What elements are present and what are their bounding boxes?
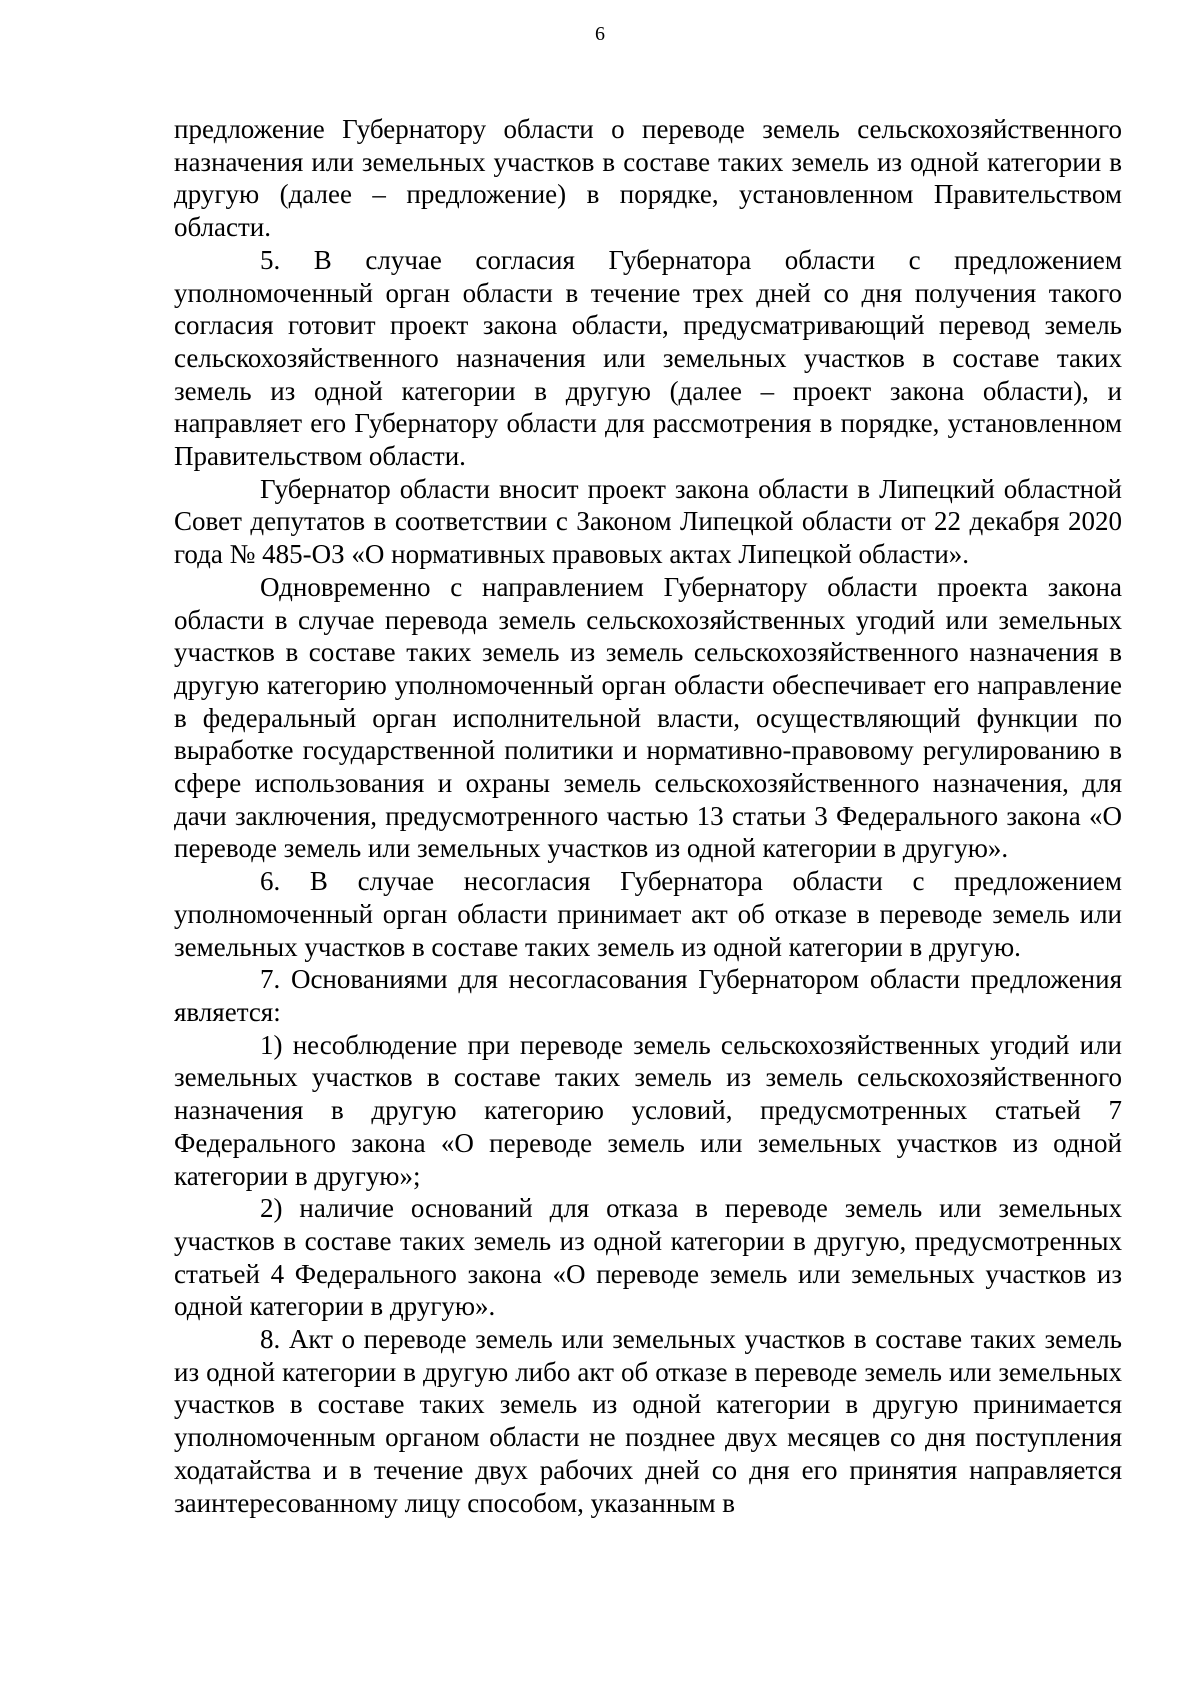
paragraph-item-7: 7. Основаниями для несогласования Губернатором области предложения является:: [174, 964, 1122, 1027]
page-number: 6: [595, 23, 605, 45]
paragraph-item-6: 6. В случае несогласия Губернатора области с предложением уполномоченный орган области принимает акт об отказе в переводе земель или земельных участков в составе таких земель из одной категории в другую.: [174, 866, 1122, 962]
paragraph-governor-submits: Губернатор области вносит проект закона области в Липецкий областной Совет депутатов в соответствии с Законом Липецкой области от 22 декабря 2020 года № 485-ОЗ «О нормативных правовых актах Липецкой области».: [174, 473, 1122, 570]
paragraph-item-5: 5. В случае согласия Губернатора области с предложением уполномоченный орган области в течение трех дней со дня получения такого согласия готовит проект закона области, предусматривающий перевод земель сельскохозяйственного назначения или земельных участков в составе таких земель из одной категории в другую (далее – проект закона области), и направляет его Губернатору области для рассмотрения в порядке, установленном Правительством области.: [174, 244, 1122, 472]
document-body: [174, 113, 1122, 1519]
paragraph-continuation: предложение Губернатору области о переводе земель сельскохозяйственного назначения или земельных участков в составе таких земель из одной категории в другую (далее – предложение) в порядке, установленном Правительством области.: [174, 114, 1122, 243]
paragraph-item-7-sub-1: 1) несоблюдение при переводе земель сельскохозяйственных угодий или земельных участков в составе таких земель из земель сельскохозяйственного назначения в другую категорию условий, предусмотренных статьей 7 Федерального закона «О переводе земель или земельных участков из одной категории в другую»;: [174, 1029, 1122, 1191]
paragraph-simultaneously: Одновременно с направлением Губернатору области проекта закона области в случае перевода земель сельскохозяйственных угодий или земельных участков в составе таких земель из земель сельскохозяйственного назначения в другую категорию уполномоченный орган области обеспечивает его направление в федеральный орган исполнительной власти, осуществляющий функции по выработке государственной политики и нормативно-правовому регулированию в сфере использования и охраны земель сельскохозяйственного назначения, для дачи заключения, предусмотренного частью 13 статьи 3 Федерального закона «О переводе земель или земельных участков из одной категории в другую».: [174, 571, 1122, 864]
paragraph-item-7-sub-2: 2) наличие оснований для отказа в переводе земель или земельных участков в составе таких земель из одной категории в другую, предусмотренных статьей 4 Федерального закона «О переводе земель или земельных участков из одной категории в другую».: [174, 1193, 1122, 1322]
paragraph-item-8: 8. Акт о переводе земель или земельных участков в составе таких земель из одной категории в другую либо акт об отказе в переводе земель или земельных участков в составе таких земель из одной категории в другую принимается уполномоченным органом области не позднее двух месяцев со дня поступления ходатайства и в течение двух рабочих дней со дня его принятия направляется заинтересованному лицу способом, указанным в: [174, 1324, 1122, 1518]
